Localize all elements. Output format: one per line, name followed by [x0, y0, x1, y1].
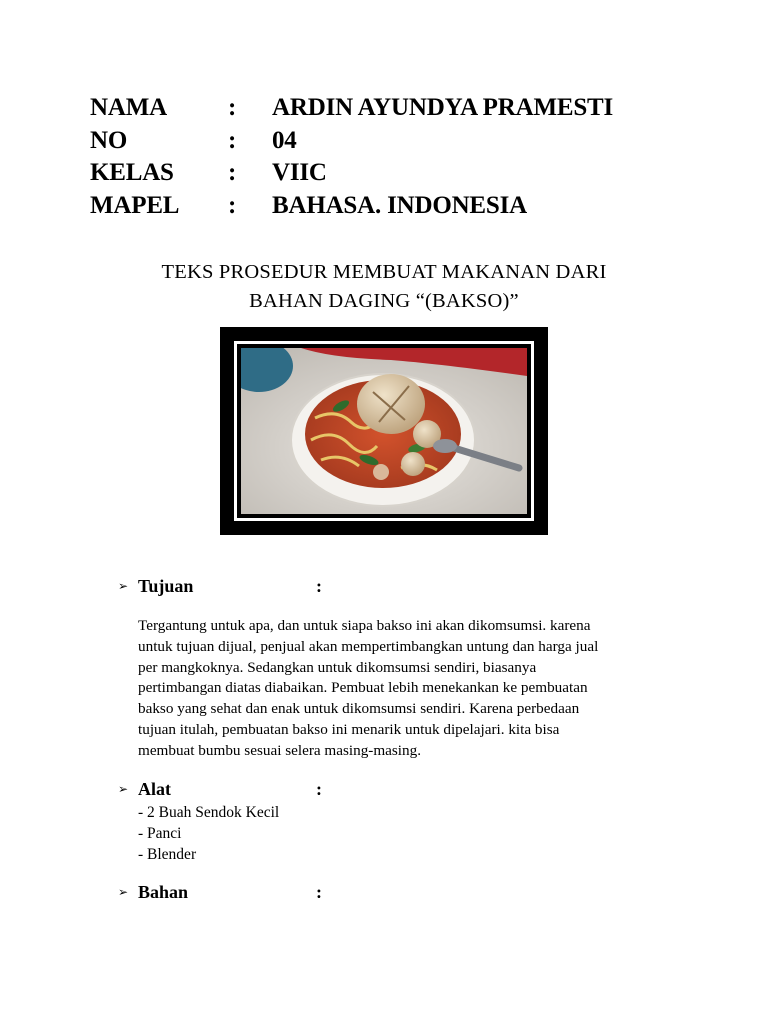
- paragraph-line: membuat bumbu sesuai selera masing-masing.: [138, 741, 422, 759]
- section-bahan-heading: [118, 882, 322, 903]
- section-tujuan-heading: [118, 576, 322, 597]
- info-key: NAMA: [90, 94, 167, 121]
- list-item: - Panci: [138, 825, 182, 842]
- info-row-kelas: [90, 157, 613, 190]
- section-colon: :: [316, 779, 322, 799]
- section-label: Alat: [138, 779, 171, 799]
- bakso-bowl-image: [241, 348, 527, 514]
- info-key: KELAS: [90, 159, 174, 186]
- info-key: NO: [90, 126, 128, 154]
- bakso-photo-frame: [220, 327, 548, 535]
- paragraph-line: bakso yang sehat dan enak untuk dikomsumsi sendiri. Karena perbedaan: [138, 700, 580, 718]
- info-colon: :: [228, 159, 237, 186]
- info-row-mapel: [90, 190, 613, 223]
- document-title: [0, 258, 768, 316]
- paragraph-line: untuk tujuan dijual, penjual akan mempertimbangkan untung dan harga jual: [138, 637, 599, 655]
- arrow-bullet-icon: ➢: [118, 782, 129, 796]
- info-row-no: [90, 125, 613, 158]
- list-item: - Blender: [138, 846, 197, 863]
- paragraph-line: per mangkoknya. Sedangkan untuk dikomsumsi sendiri, biasanya: [138, 658, 537, 676]
- section-label: Tujuan: [138, 576, 194, 596]
- section-colon: :: [316, 576, 322, 596]
- alat-list: [138, 802, 279, 865]
- tujuan-paragraph: [138, 616, 688, 762]
- section-alat-heading: [118, 779, 322, 800]
- section-label: Bahan: [138, 882, 189, 902]
- title-line-1: TEKS PROSEDUR MEMBUAT MAKANAN DARI: [161, 261, 607, 283]
- info-value: ARDIN AYUNDYA PRAMESTI: [272, 94, 614, 121]
- paragraph-line: tujuan itulah, pembuatan bakso ini menarik untuk dipelajari. kita bisa: [138, 720, 560, 738]
- info-row-nama: [90, 92, 613, 125]
- title-line-2: BAHAN DAGING “(BAKSO)”: [249, 290, 519, 312]
- arrow-bullet-icon: ➢: [118, 579, 129, 593]
- arrow-bullet-icon: ➢: [118, 885, 129, 899]
- info-value: 04: [272, 126, 297, 154]
- list-item: - 2 Buah Sendok Kecil: [138, 804, 280, 821]
- student-info: [90, 92, 613, 222]
- info-value: BAHASA. INDONESIA: [272, 191, 527, 219]
- info-colon: :: [228, 94, 237, 121]
- info-value: VIIC: [272, 159, 327, 186]
- info-key: MAPEL: [90, 191, 180, 219]
- paragraph-line: pertimbangan diatas diabaikan. Pembuat lebih menekankan ke pembuatan: [138, 679, 588, 697]
- section-colon: :: [316, 882, 322, 902]
- paragraph-line: Tergantung untuk apa, dan untuk siapa bakso ini akan dikomsumsi. karena: [138, 617, 591, 634]
- info-colon: :: [228, 191, 237, 219]
- bakso-photo: [234, 341, 534, 521]
- info-colon: :: [228, 126, 237, 154]
